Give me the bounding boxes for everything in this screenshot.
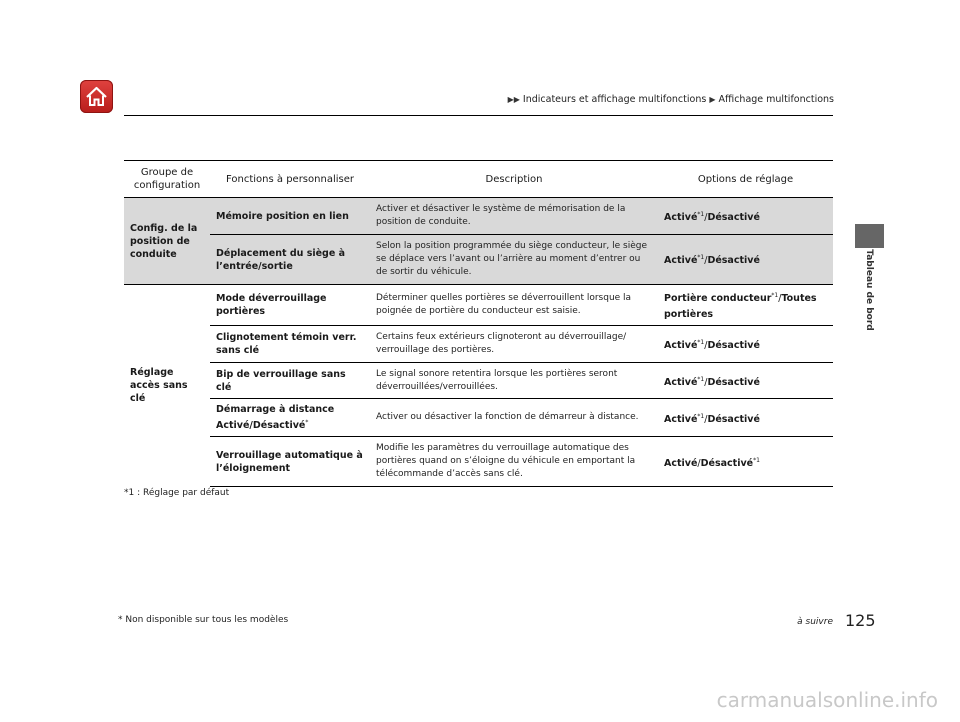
breadcrumb-arrow-icon: ▶▶ xyxy=(507,95,520,104)
option-alt: Désactivé xyxy=(707,340,760,352)
options-cell xyxy=(658,285,833,326)
option-separator: / xyxy=(704,212,708,224)
option-default: Activé xyxy=(664,255,698,267)
option-alt: Désactivé xyxy=(700,458,754,470)
function-cell: Bip de verrouillage sans clé xyxy=(210,363,370,399)
description-cell: Déterminer quelles portières se déverrouillent lorsque la poignée de portière du conducteur est saisie. xyxy=(370,285,658,326)
header-options: Options de réglage xyxy=(658,161,833,198)
option-separator: / xyxy=(704,340,708,352)
option-separator: / xyxy=(697,458,701,470)
option-default: Portière conducteur xyxy=(664,293,772,305)
option-alt: Désactivé xyxy=(707,413,760,425)
footnote-marker: *1 xyxy=(697,210,705,218)
footnote-marker: *1 xyxy=(697,412,705,420)
table-row xyxy=(124,198,833,235)
header-function: Fonctions à personnaliser xyxy=(210,161,370,198)
option-alt: Toutes portières xyxy=(664,293,817,321)
footnote-marker: *1 xyxy=(771,292,779,299)
default-setting-footnote: *1 : Réglage par défaut xyxy=(124,488,230,498)
breadcrumb-link-display[interactable]: Affichage multifonctions xyxy=(718,94,834,105)
continued-label: à suivre xyxy=(797,617,833,627)
home-button[interactable] xyxy=(80,80,113,113)
table-row xyxy=(124,235,833,285)
table-row xyxy=(124,326,833,363)
footnote-marker: *1 xyxy=(697,339,705,347)
watermark: carmanualsonline.info xyxy=(716,688,938,712)
function-cell: Mode déverrouillage portières xyxy=(210,285,370,326)
options-cell xyxy=(658,235,833,285)
description-cell: Activer ou désactiver la fonction de démarreur à distance. xyxy=(370,399,658,437)
option-default: Activé xyxy=(664,413,698,425)
option-alt: Désactivé xyxy=(707,376,760,388)
description-cell: Certains feux extérieurs clignoteront au déverrouillage/ verrouillage des portières. xyxy=(370,326,658,363)
page-number: 125 xyxy=(845,611,876,630)
group-cell: Réglage accès sans clé xyxy=(124,285,210,487)
options-cell xyxy=(658,326,833,363)
footnote-marker: *1 xyxy=(753,456,760,464)
home-icon xyxy=(84,84,109,109)
table-row xyxy=(124,285,833,326)
options-cell xyxy=(658,399,833,437)
option-default: Activé xyxy=(664,376,698,388)
table-row xyxy=(124,437,833,487)
availability-marker: * xyxy=(305,419,309,427)
option-alt: Désactivé xyxy=(707,255,760,267)
options-cell xyxy=(658,363,833,399)
settings-table xyxy=(124,160,833,487)
description-cell: Modifie les paramètres du verrouillage automatique des portières quand on s’éloigne du véhicule en emportant la télécommande d’accès sans clé. xyxy=(370,437,658,487)
breadcrumb-link-indicators[interactable]: Indicateurs et affichage multifonctions xyxy=(522,94,707,105)
function-cell: Clignotement témoin verr. sans clé xyxy=(210,326,370,363)
option-separator: / xyxy=(778,293,782,305)
group-cell: Config. de la position de conduite xyxy=(124,198,210,285)
availability-note: * Non disponible sur tous les modèles xyxy=(118,615,289,625)
description-cell: Le signal sonore retentira lorsque les portières seront déverrouillées/verrouillées. xyxy=(370,363,658,399)
option-default: Activé xyxy=(664,212,698,224)
option-alt: Désactivé xyxy=(707,212,760,224)
section-tab-label: Tableau de bord xyxy=(864,249,874,331)
breadcrumb xyxy=(508,94,834,105)
function-cell: Mémoire position en lien xyxy=(210,198,370,235)
table-row xyxy=(124,399,833,437)
option-separator: / xyxy=(704,413,708,425)
function-cell: Verrouillage automatique à l’éloignement xyxy=(210,437,370,487)
function-label: Démarrage à distance Activé/Désactivé xyxy=(216,404,335,432)
footnote-marker: *1 xyxy=(697,375,705,383)
section-tab-marker xyxy=(855,224,884,248)
option-separator: / xyxy=(704,376,708,388)
table-header-row xyxy=(124,161,833,198)
options-cell xyxy=(658,198,833,235)
footnote-marker: *1 xyxy=(697,254,705,262)
header-description: Description xyxy=(370,161,658,198)
option-separator: / xyxy=(704,255,708,267)
breadcrumb-arrow-icon: ▶ xyxy=(709,95,716,104)
option-default: Activé xyxy=(664,458,698,470)
function-cell xyxy=(210,399,370,437)
description-cell: Selon la position programmée du siège conducteur, le siège se déplace vers l’avant ou l’arrière au moment d’entrer ou de sortir du véhicule. xyxy=(370,235,658,285)
function-cell: Déplacement du siège à l’entrée/sortie xyxy=(210,235,370,285)
header-rule xyxy=(124,115,833,116)
header-group: Groupe de configuration xyxy=(124,161,210,198)
description-cell: Activer et désactiver le système de mémorisation de la position de conduite. xyxy=(370,198,658,235)
option-default: Activé xyxy=(664,340,698,352)
table-row xyxy=(124,363,833,399)
options-cell xyxy=(658,437,833,487)
